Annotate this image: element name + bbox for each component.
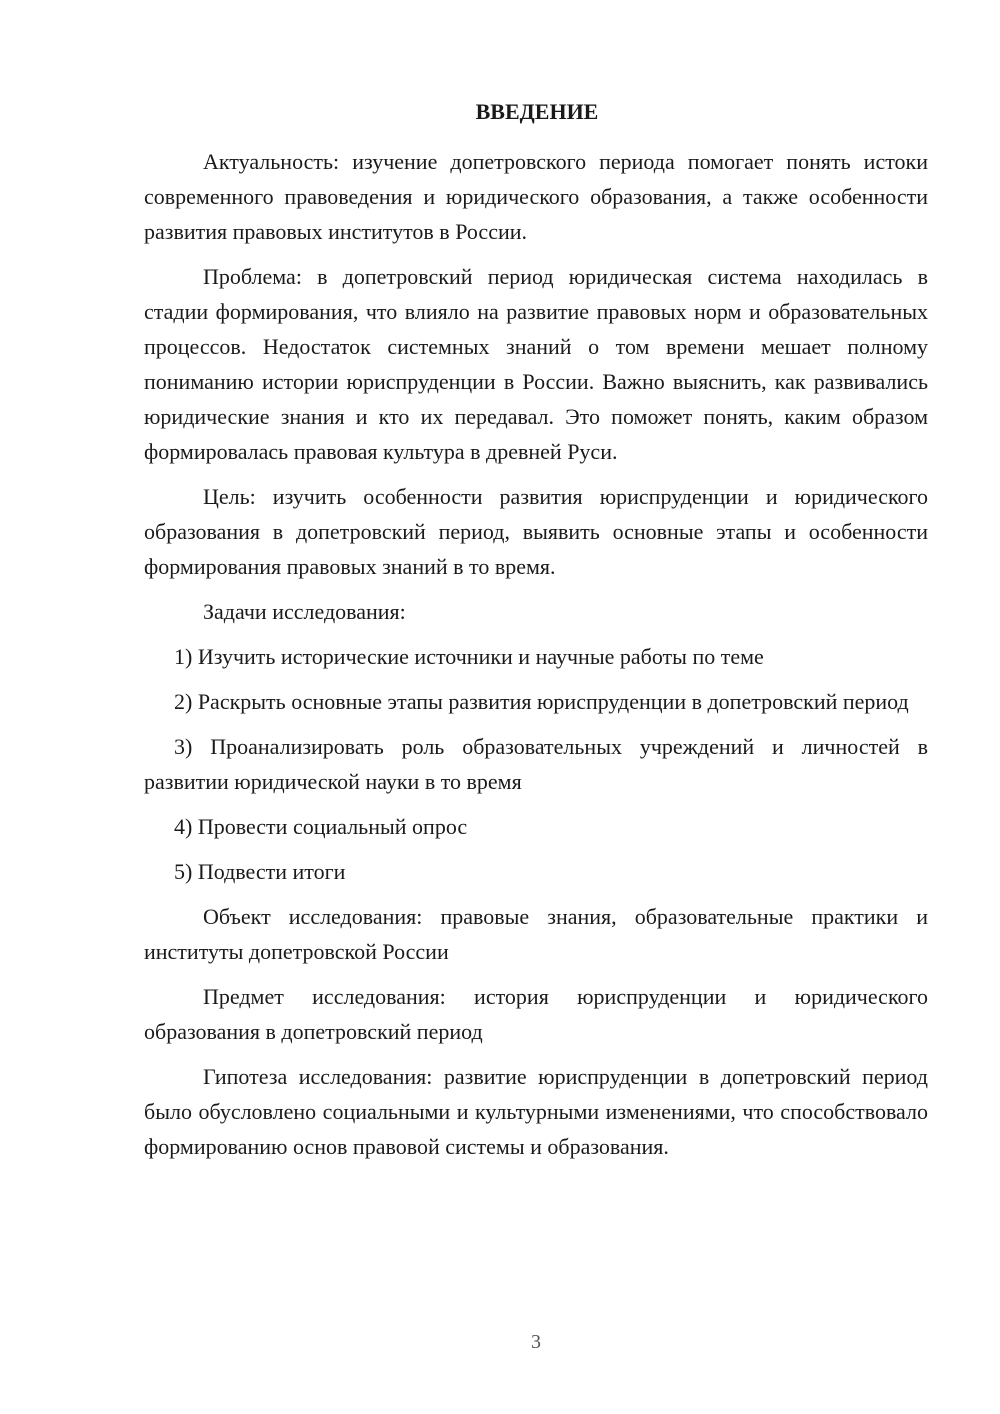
tasks-title: Задачи исследования:: [203, 599, 406, 624]
problem-paragraph: Проблема: в допетровский период юридическая система находилась в стадии формирования, что влияло на развитие правовых норм и образовательных процессов. Недостаток системных знаний о том времени мешает полному пониманию истории юриспруденции в России. Важно выяснить, как развивались юридические знания и кто их передавал. Это поможет понять, каким образом формировалась правовая культура в древней Руси.: [144, 264, 928, 464]
task-item-4: 4) Провести социальный опрос: [174, 814, 468, 839]
goal-paragraph: Цель: изучить особенности развития юриспруденции и юридического образования в допетровский период, выявить основные этапы и особенности формирования правовых знаний в то время.: [144, 484, 928, 579]
page-number: 3: [531, 1331, 541, 1353]
page-heading: ВВЕДЕНИЕ: [475, 99, 599, 124]
task-item-5: 5) Подвести итоги: [174, 859, 346, 884]
relevance-paragraph: Актуальность: изучение допетровского периода помогает понять истоки современного правоведения и юридического образования, а также особенности развития правовых институтов в России.: [144, 149, 928, 244]
task-item-3: 3) Проанализировать роль образовательных учреждений и личностей в развитии юридической науки в то время: [144, 734, 928, 794]
object-paragraph: Объект исследования: правовые знания, образовательные практики и институты допетровской России: [144, 904, 928, 964]
hypothesis-paragraph: Гипотеза исследования: развитие юриспруденции в допетровский период было обусловлено социальными и культурными изменениями, что способствовало формированию основ правовой системы и образования.: [144, 1064, 928, 1159]
subject-paragraph: Предмет исследования: история юриспруденции и юридического образования в допетровский период: [144, 984, 928, 1044]
page-content: [144, 94, 928, 1174]
task-item-1: 1) Изучить исторические источники и научные работы по теме: [174, 644, 764, 669]
task-item-2: 2) Раскрыть основные этапы развития юриспруденции в допетровский период: [174, 689, 909, 714]
